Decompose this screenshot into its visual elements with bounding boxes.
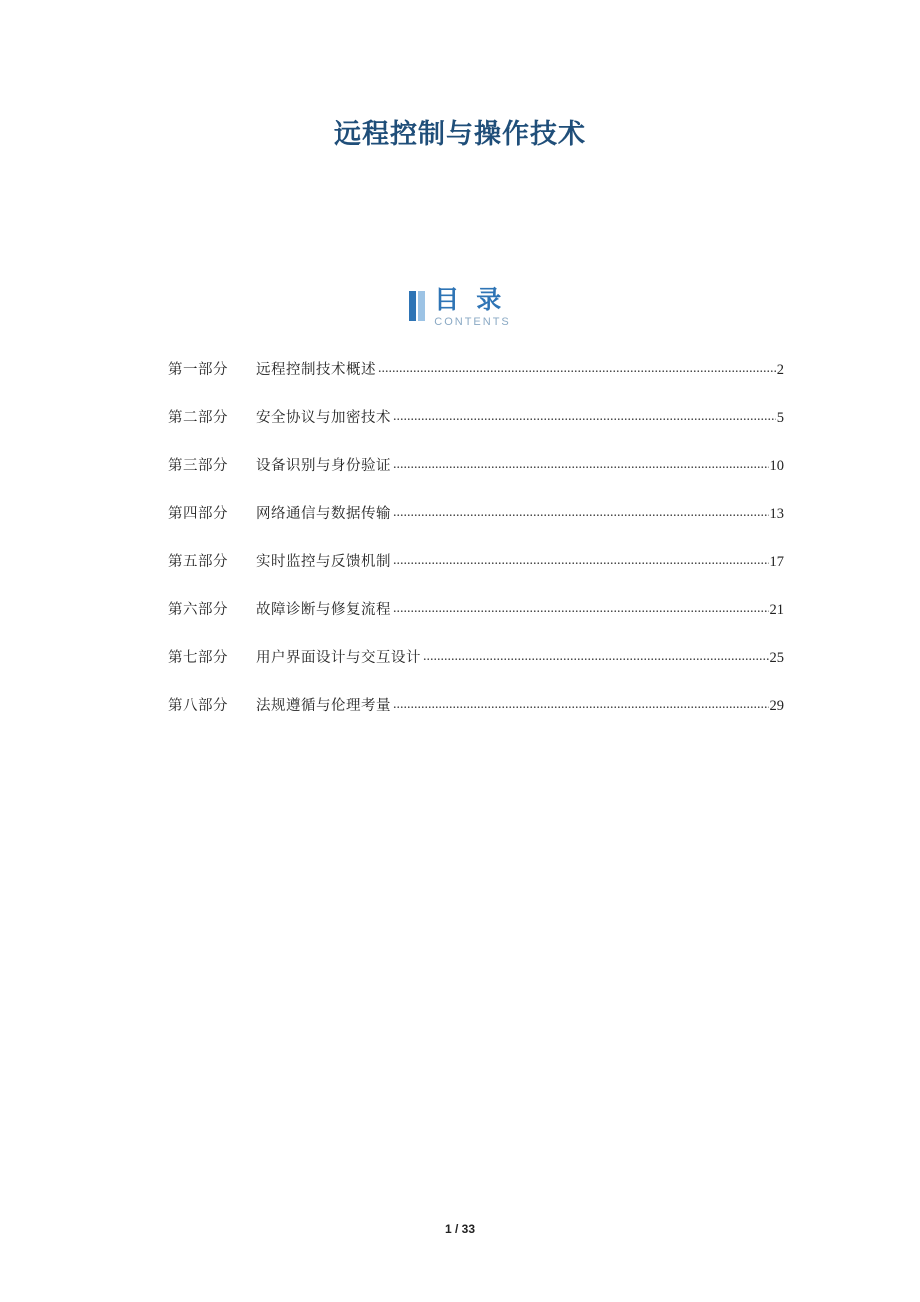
- toc-entry-label: 安全协议与加密技术: [256, 410, 391, 426]
- toc-entry-page: 21: [769, 602, 784, 618]
- page-title: 远程控制与操作技术: [334, 119, 586, 149]
- toc-entry-part: 第一部分: [168, 362, 228, 378]
- toc-heading-english: CONTENTS: [434, 316, 511, 328]
- toc-entry-label: 远程控制技术概述: [256, 362, 376, 378]
- toc-entry[interactable]: [168, 502, 784, 550]
- toc-entry-part: 第四部分: [168, 506, 228, 522]
- toc-leader-dots: [393, 505, 769, 521]
- toc-entry-page: 2: [776, 362, 784, 378]
- toc-entry[interactable]: [168, 646, 784, 694]
- table-of-contents-list: [168, 358, 784, 742]
- toc-entry-page: 13: [769, 506, 784, 522]
- toc-leader-dots: [393, 553, 769, 569]
- page-number-footer: 1 / 33: [444, 1222, 476, 1236]
- toc-leader-dots: [393, 457, 769, 473]
- toc-entry-label: 故障诊断与修复流程: [256, 602, 391, 618]
- toc-entry-page: 25: [769, 650, 784, 666]
- toc-entry-label: 法规遵循与伦理考量: [256, 698, 391, 714]
- toc-leader-dots: [393, 601, 769, 617]
- toc-entry-label: 用户界面设计与交互设计: [256, 650, 421, 666]
- toc-leader-dots: [423, 649, 769, 665]
- bookmark-bars-icon: [409, 288, 425, 321]
- toc-entry-label: 设备识别与身份验证: [256, 458, 391, 474]
- toc-leader-dots: [393, 697, 769, 713]
- toc-leader-dots: [393, 409, 776, 425]
- toc-entry-part: 第二部分: [168, 410, 228, 426]
- toc-entry-page: 5: [776, 410, 784, 426]
- toc-entry-page: 29: [769, 698, 784, 714]
- toc-entry-part: 第五部分: [168, 554, 228, 570]
- toc-entry[interactable]: [168, 406, 784, 454]
- toc-leader-dots: [378, 361, 776, 377]
- toc-entry-part: 第七部分: [168, 650, 228, 666]
- toc-entry[interactable]: [168, 550, 784, 598]
- toc-entry[interactable]: [168, 358, 784, 406]
- toc-entry-part: 第三部分: [168, 458, 228, 474]
- table-of-contents-heading: [0, 288, 920, 328]
- toc-heading-chinese: 目 录: [434, 286, 507, 314]
- toc-entry-label: 网络通信与数据传输: [256, 506, 391, 522]
- toc-entry-page: 10: [769, 458, 784, 474]
- toc-entry-part: 第八部分: [168, 698, 228, 714]
- toc-entry-label: 实时监控与反馈机制: [256, 554, 391, 570]
- toc-entry[interactable]: [168, 598, 784, 646]
- toc-entry[interactable]: [168, 694, 784, 742]
- toc-entry[interactable]: [168, 454, 784, 502]
- toc-entry-part: 第六部分: [168, 602, 228, 618]
- toc-entry-page: 17: [769, 554, 784, 570]
